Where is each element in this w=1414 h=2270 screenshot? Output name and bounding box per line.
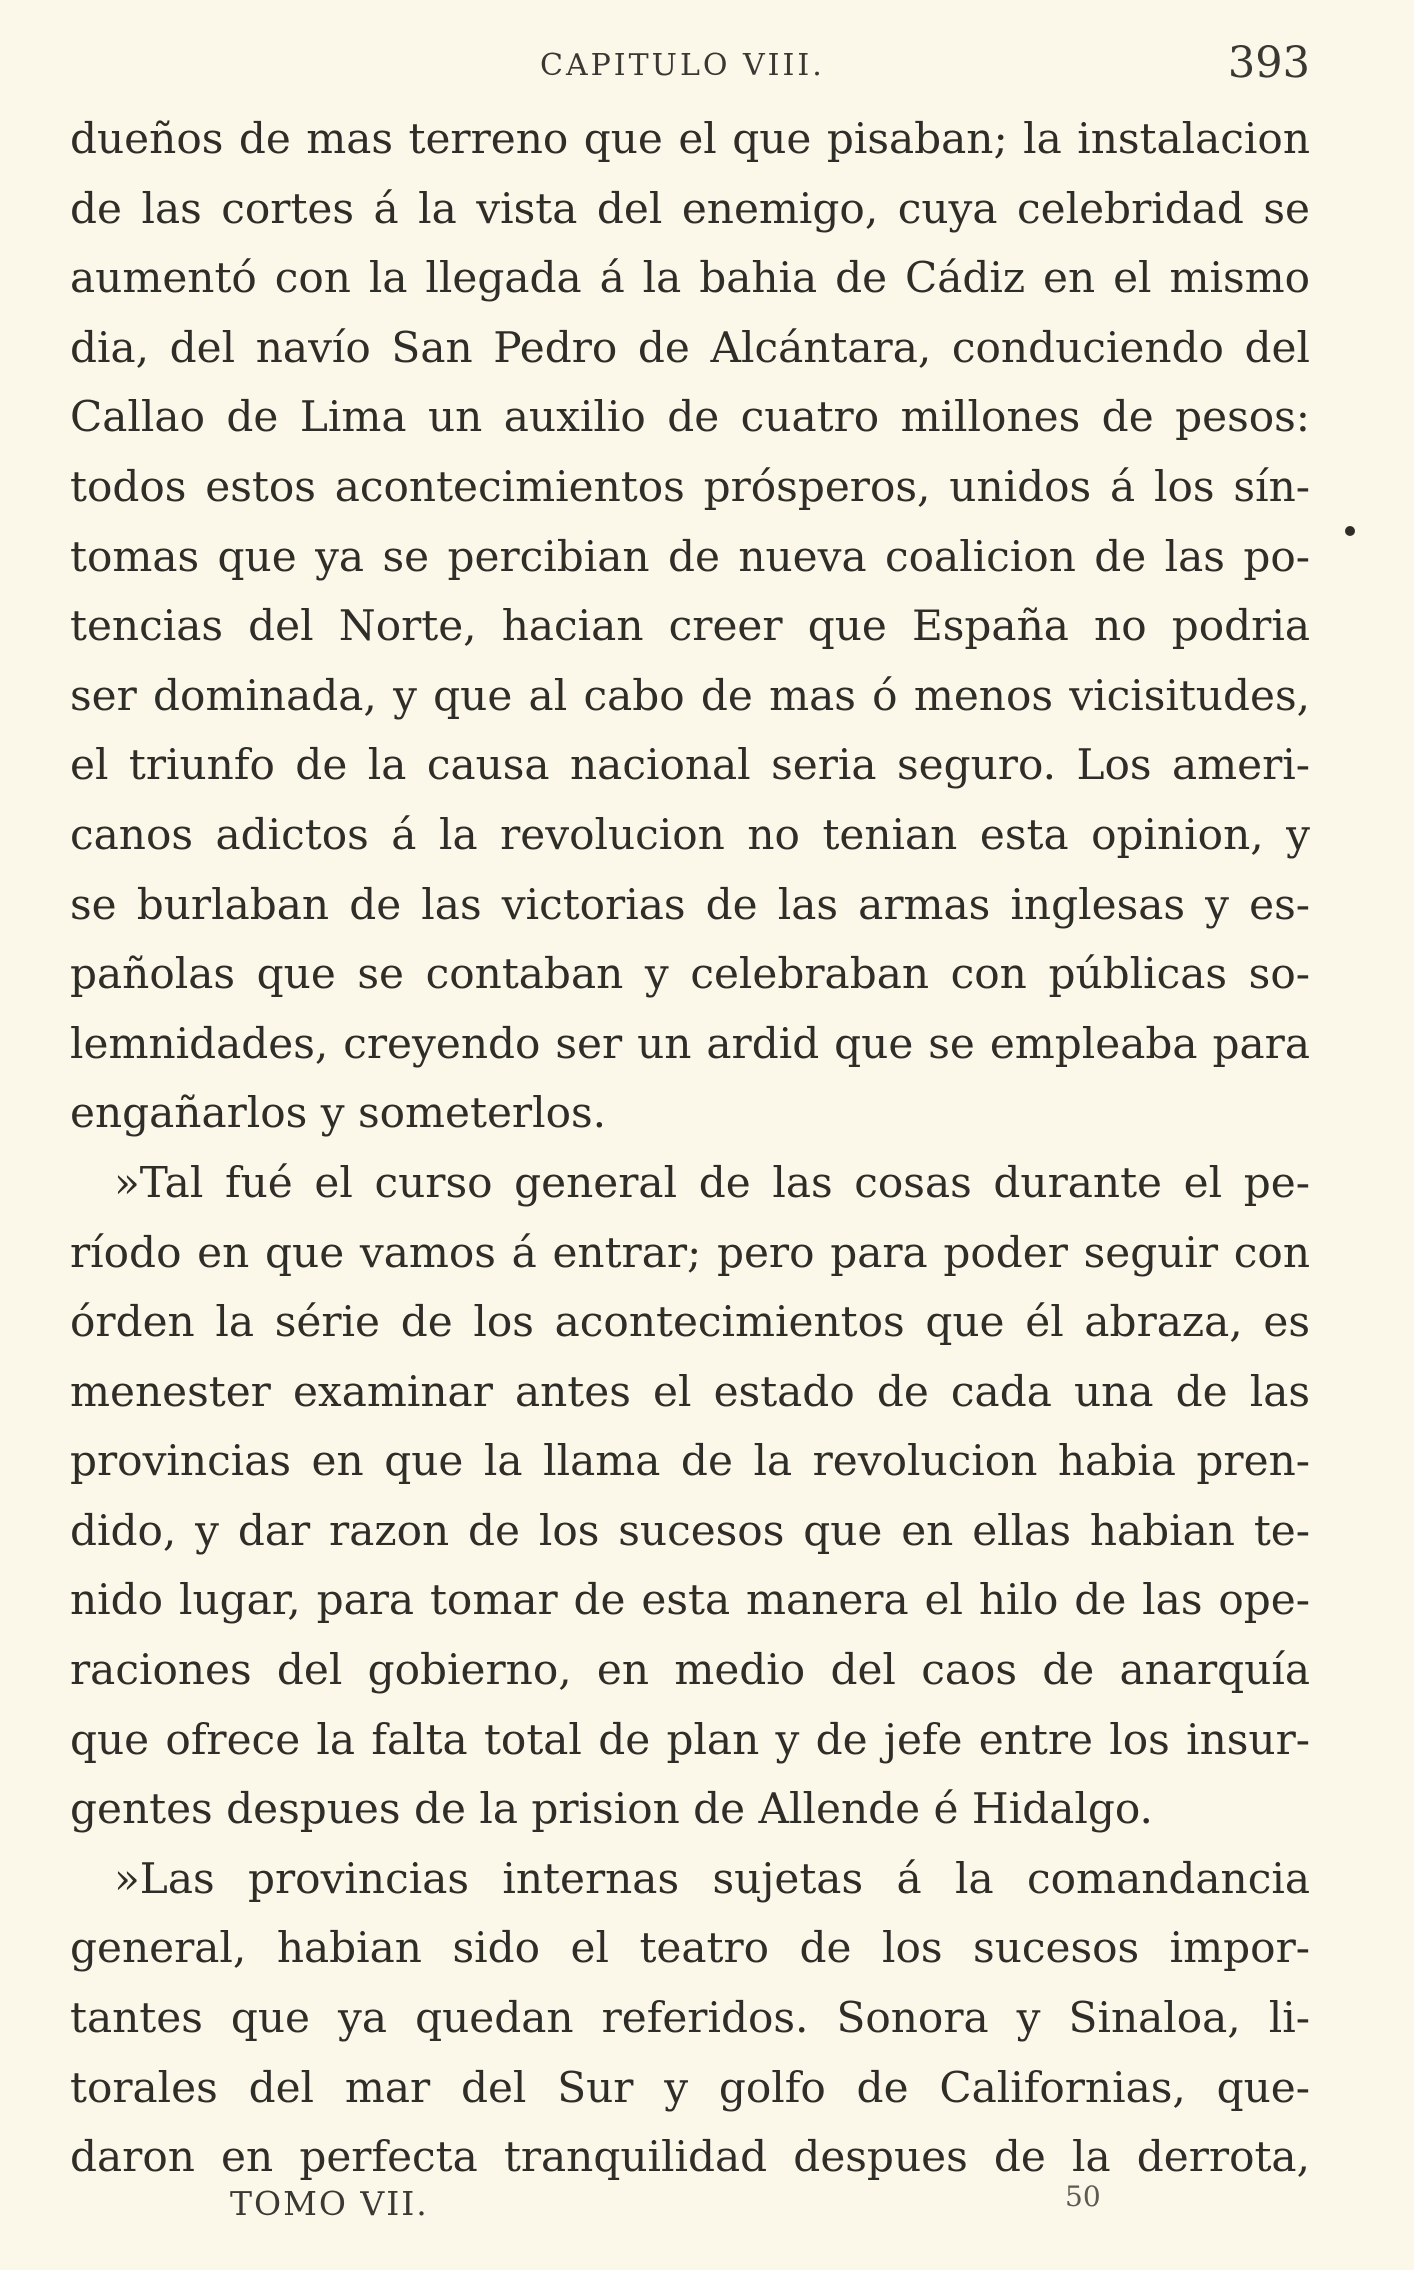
paragraph-start-line: »Las provincias internas sujetas á la comandancia [114,1853,1310,1903]
text-line: dia, del navío San Pedro de Alcántara, conduciendo del [70,322,1310,372]
text-line: que ofrece la falta total de plan y de jefe entre los insur- [70,1714,1310,1764]
text-line: órden la série de los acontecimientos que él abraza, es [70,1297,1310,1347]
paragraph-start-line: »Tal fué el curso general de las cosas durante el pe- [114,1157,1310,1207]
text-line: menester examinar antes el estado de cada una de las [70,1366,1310,1416]
text-line: torales del mar del Sur y golfo de Californias, que- [70,2062,1310,2112]
text-line: daron en perfecta tranquilidad despues de la derrota, [70,2132,1310,2182]
text-line: general, habian sido el teatro de los sucesos impor- [70,1923,1310,1973]
text-line: de las cortes á la vista del enemigo, cuya celebridad se [70,183,1310,233]
text-line: provincias en que la llama de la revolucion habia pren- [70,1436,1310,1486]
text-line: tantes que ya quedan referidos. Sonora y Sinaloa, li- [70,1993,1310,2043]
text-line: se burlaban de las victorias de las armas inglesas y es- [70,879,1310,929]
text-line: nido lugar, para tomar de esta manera el hilo de las ope- [70,1575,1310,1625]
signature-mark: 50 [1065,2180,1101,2213]
text-line: dido, y dar razon de los sucesos que en ellas habian te- [70,1505,1310,1555]
text-line: todos estos acontecimientos prósperos, unidos á los sín- [70,461,1310,511]
text-line: dueños de mas terreno que el que pisaban; la instalacion [70,114,1310,163]
ink-spot [1345,526,1355,536]
text-line: ríodo en que vamos á entrar; pero para poder seguir con [70,1227,1310,1277]
text-line: lemnidades, creyendo ser un ardid que se empleaba para [70,1018,1310,1068]
running-head [70,38,1310,98]
volume-label: TOMO VII. [230,2184,429,2223]
text-line: tomas que ya se percibian de nueva coalicion de las po- [70,531,1310,581]
text-line: Callao de Lima un auxilio de cuatro millones de pesos: [70,392,1310,442]
page-number: 393 [1227,38,1310,88]
text-line: raciones del gobierno, en medio del caos de anarquía [70,1645,1310,1695]
body-text [70,104,1310,2192]
text-line: canos adictos á la revolucion no tenian esta opinion, y [70,809,1310,859]
text-line: el triunfo de la causa nacional seria seguro. Los ameri- [70,740,1310,790]
text-line: ser dominada, y que al cabo de mas ó menos vicisitudes, [70,670,1310,720]
paragraph-end-line: engañarlos y someterlos. [70,1088,607,1138]
text-line: tencias del Norte, hacian creer que España no podria [70,601,1310,651]
text-line: aumentó con la llegada á la bahia de Cádiz en el mismo [70,253,1310,303]
page-footer [70,2180,1310,2240]
paragraph-end-line: gentes despues de la prision de Allende é Hidalgo. [70,1784,1153,1834]
text-line: pañolas que se contaban y celebraban con públicas so- [70,949,1310,999]
chapter-title: CAPITULO VIII. [540,48,825,83]
